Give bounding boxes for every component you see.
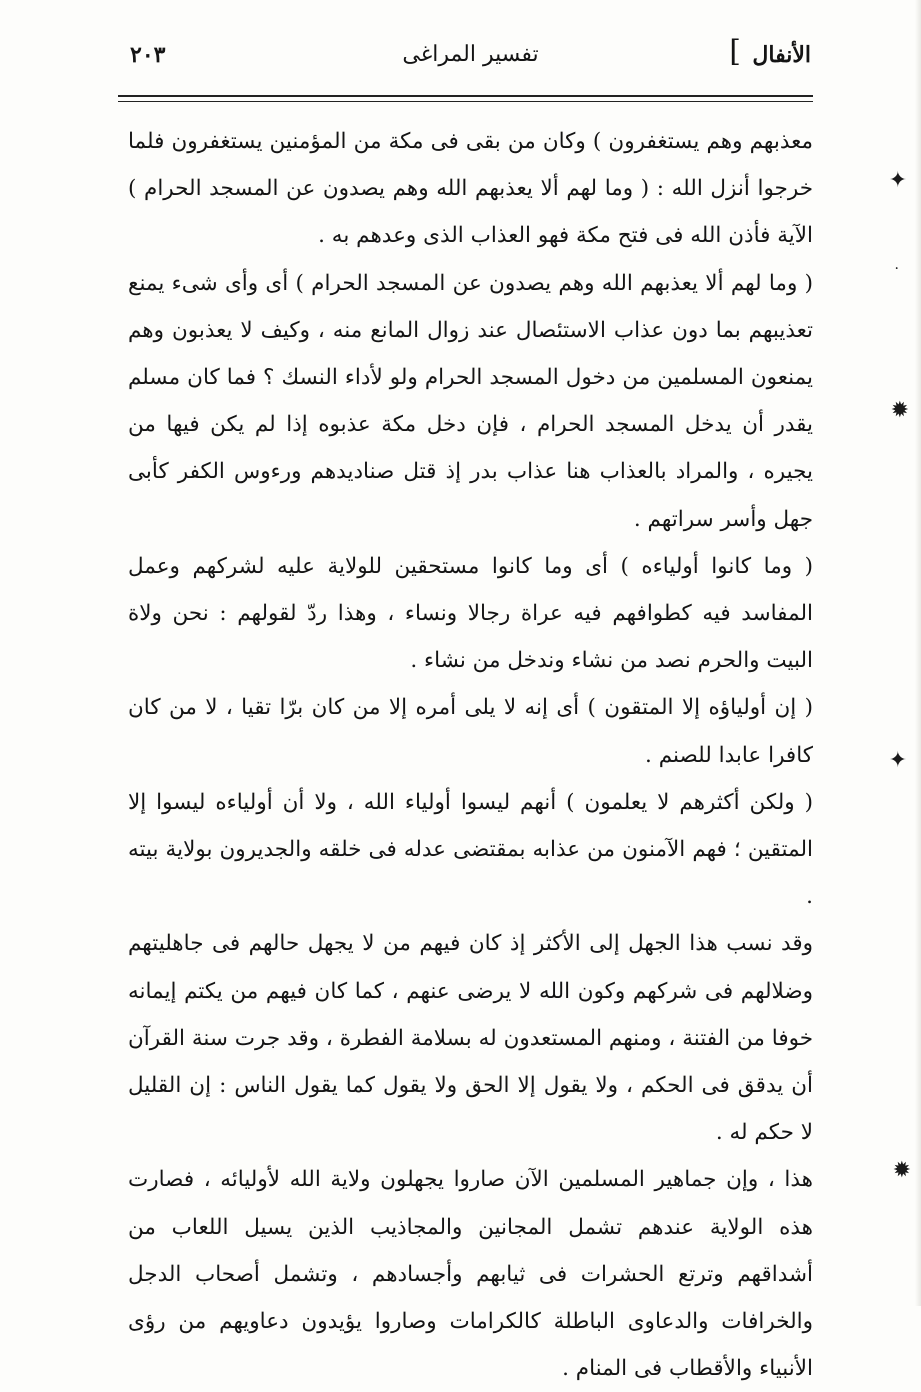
- page-scan-edge: [915, 0, 921, 1306]
- paragraph: هذا ، وإن جماهير المسلمين الآن صاروا يجهلون ولاية الله لأوليائه ، فصارت هذه الولاية عندهم تشمل المجانين والمجاذيب الذين يسيل اللعاب من أشداقهم وترتع الحشرات فى ثيابهم وأجسادهم ، وتشمل أصحاب الدجل والخرافات والدعاوى الباطلة كالكرامات وصاروا يؤيدون دعاويهم من رؤى الأنبياء والأقطاب فى المنام .: [128, 1167, 813, 1382]
- running-head-bracket: ]: [729, 34, 741, 69]
- margin-ornament-icon: ✹: [890, 398, 909, 423]
- page-number: ٢٠٣: [130, 42, 166, 68]
- margin-mark-icon: ✦: [888, 168, 907, 193]
- paragraph: ( إن أولياؤه إلا المتقون ) أى إنه لا يلى أمره إلا من كان برّا تقيا ، لا من كان كافرا عابدا للصنم .: [128, 695, 813, 768]
- paragraph: ( وما كانوا أولياءه ) أى وما كانوا مستحقين للولاية عليه لشركهم وعمل المفاسد فيه كطوافهم فيه عراة رجالا ونساء ، وهذا ردّ لقولهم : نحن ولاة البيت والحرم نصد من نشاء وندخل من نشاء .: [128, 553, 813, 674]
- body-text: [128, 118, 813, 1392]
- paragraph: معذبهم وهم يستغفرون ) وكان من بقى فى مكة من المؤمنين يستغفرون فلما خرجوا أنزل الله : ( وما لهم ألا يعذبهم الله وهم يصدون عن المسجد الحرام ) الآية فأذن الله فى فتح مكة فهو العذاب الذى وعدهم به .: [128, 129, 813, 249]
- margin-ornament-icon: ✹: [892, 1158, 911, 1183]
- header-rule: [118, 95, 813, 102]
- paragraph: وقد نسب هذا الجهل إلى الأكثر إذ كان فيهم من لا يجهل حالهم فى جاهليتهم وضلالهم فى شركهم وكون الله لا يرضى عنهم ، كما كان فيهم من يكتم إيمانه خوفا من الفتنة ، ومنهم المستعدون له بسلامة الفطرة ، وقد جرت سنة القرآن أن يدقق فى الحكم ، ولا يقول إلا الحق ولا يقول كما يقول الناس : إن القليل لا حكم له .: [128, 931, 813, 1146]
- running-head-surah-name: الأنفال: [752, 42, 811, 68]
- page-header: [130, 30, 811, 90]
- paragraph: ( ولكن أكثرهم لا يعلمون ) أنهم ليسوا أولياء الله ، ولا أن أولياءه ليسوا إلا المتقين ؛ فهم الآمنون من عذابه بمقتضى عدله فى خلقه والجديرون بولاية بيته .: [128, 789, 813, 910]
- paragraph: ( وما لهم ألا يعذبهم الله وهم يصدون عن المسجد الحرام ) أى وأى شىء يمنع تعذيبهم بما دون عذاب الاستئصال عند زوال المانع منه ، وكيف لا يعذبون وهم يمنعون المسلمين من دخول المسجد الحرام ولو لأداء النسك ؟ فما كان مسلم يقدر أن يدخل المسجد الحرام ، فإن دخل مكة عذبوه إذا لم يكن فيها من يجيره ، والمراد بالعذاب هنا عذاب بدر إذ قتل صناديدهم ورءوس الكفر كأبى جهل وأسر سراتهم .: [128, 270, 813, 532]
- running-head-book-title: تفسير المراغى: [402, 42, 539, 67]
- margin-dot-icon: ·: [894, 261, 899, 277]
- margin-mark-icon: ✦: [888, 748, 907, 773]
